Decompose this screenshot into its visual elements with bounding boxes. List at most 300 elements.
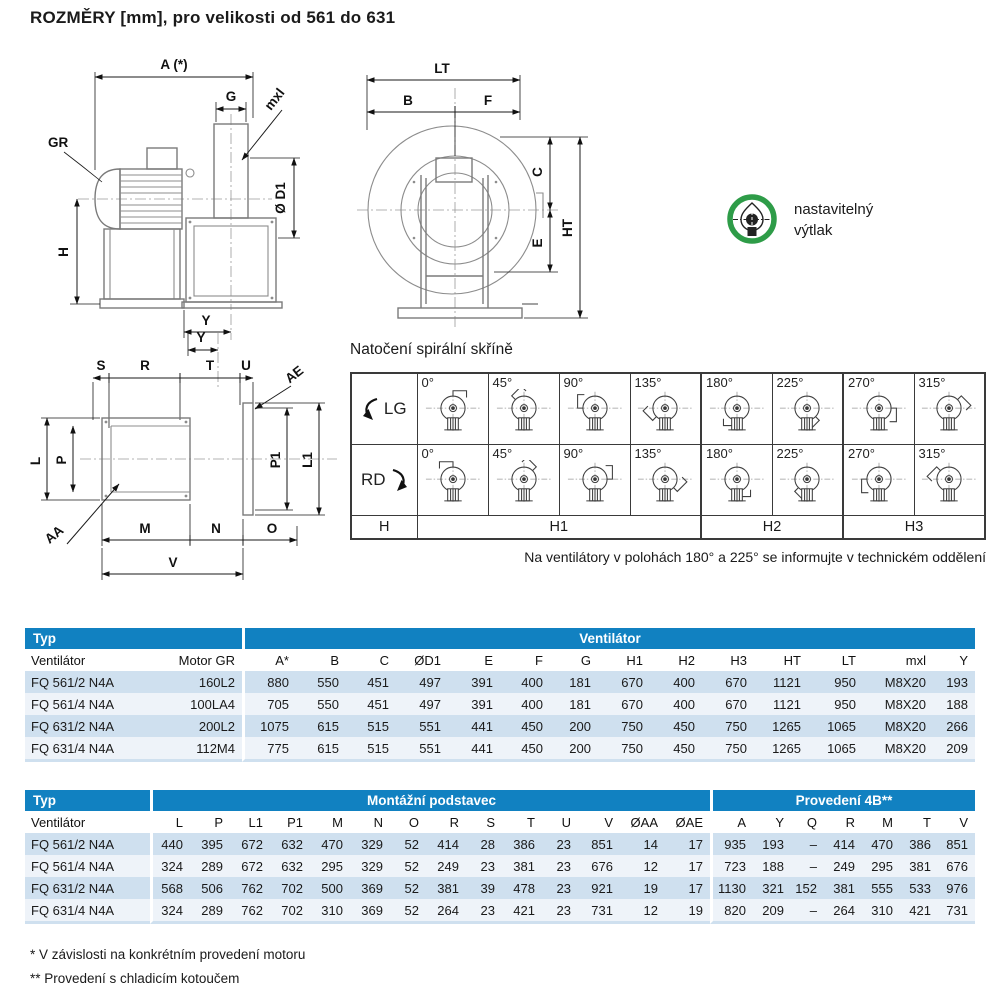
cw-arrow-icon xyxy=(388,467,408,493)
value-cell: 731 xyxy=(938,899,975,924)
value-cell: 310 xyxy=(862,899,900,924)
value-cell: 440 xyxy=(150,833,190,855)
rotation-cell-rd-270° xyxy=(843,445,914,516)
value-cell: 381 xyxy=(900,855,938,877)
value-cell: 421 xyxy=(900,899,938,924)
angle-label: 315° xyxy=(918,446,946,461)
angle-label: 180° xyxy=(706,375,733,390)
footnote-1: * V závislosti na konkrétním provedení motoru xyxy=(30,947,306,962)
fan-type-cell: FQ 631/2 N4A xyxy=(25,877,150,899)
table-row xyxy=(25,899,975,924)
value-cell: 851 xyxy=(578,833,620,855)
value-cell: 497 xyxy=(396,693,448,715)
value-cell: 381 xyxy=(502,855,542,877)
rotation-cell-lg-0° xyxy=(417,373,488,445)
value-cell: 880 xyxy=(242,671,296,693)
fan-orientation-icon xyxy=(920,460,978,506)
dim-label-l: L xyxy=(28,456,43,466)
value-cell: 369 xyxy=(350,877,390,899)
value-cell: 181 xyxy=(550,671,598,693)
value-cell: 632 xyxy=(270,855,310,877)
value-cell: 23 xyxy=(542,877,578,899)
rotation-cell-rd-315° xyxy=(914,445,985,516)
value-cell: 441 xyxy=(448,715,500,737)
column-header: U xyxy=(542,811,578,833)
value-cell: 478 xyxy=(502,877,542,899)
column-header: Motor GR xyxy=(160,649,242,671)
value-cell: 23 xyxy=(542,833,578,855)
value-cell: 52 xyxy=(390,833,426,855)
value-cell: 450 xyxy=(650,737,702,762)
value-cell: 12 xyxy=(620,899,665,924)
value-cell: 500 xyxy=(310,877,350,899)
value-cell: 14 xyxy=(620,833,665,855)
value-cell: 200 xyxy=(550,715,598,737)
height-class-h2: H2 xyxy=(701,516,843,540)
adjustable-outlet-badge xyxy=(724,192,873,248)
rotation-note: Na ventilátory v polohách 180° a 225° se informujte v technickém oddělení xyxy=(524,549,986,565)
column-header: ØAA xyxy=(620,811,665,833)
value-cell: – xyxy=(791,855,824,877)
value-cell: 935 xyxy=(710,833,753,855)
value-cell: 450 xyxy=(500,715,550,737)
dim-label-g: G xyxy=(225,89,237,104)
value-cell: 193 xyxy=(933,671,975,693)
fan-type-cell: FQ 631/4 N4A xyxy=(25,737,160,762)
value-cell: 152 xyxy=(791,877,824,899)
fan-orientation-icon xyxy=(708,460,766,506)
column-header: N xyxy=(350,811,390,833)
rotation-cell-lg-135° xyxy=(630,373,701,445)
value-cell: 28 xyxy=(466,833,502,855)
table-row xyxy=(25,693,975,715)
value-cell: 670 xyxy=(702,693,754,715)
value-cell: 750 xyxy=(702,715,754,737)
dim-label-o: O xyxy=(266,521,278,536)
value-cell: 193 xyxy=(753,833,791,855)
column-header: Ventilátor xyxy=(25,811,150,833)
fan-type-cell: FQ 561/4 N4A xyxy=(25,693,160,715)
dim-label-h: H xyxy=(56,247,71,257)
rotation-cell-rd-45° xyxy=(488,445,559,516)
value-cell: 209 xyxy=(933,737,975,762)
table-row xyxy=(25,833,975,855)
angle-label: 45° xyxy=(492,446,513,461)
column-header: H1 xyxy=(598,649,650,671)
fan-orientation-icon xyxy=(708,389,766,435)
value-cell: 676 xyxy=(578,855,620,877)
angle-label: 0° xyxy=(421,446,434,461)
column-header: S xyxy=(466,811,502,833)
rotation-row-rd xyxy=(351,445,985,516)
table-row xyxy=(25,737,975,762)
value-cell: 209 xyxy=(753,899,791,924)
value-cell: 414 xyxy=(824,833,862,855)
value-cell: 451 xyxy=(346,693,396,715)
column-header: O xyxy=(390,811,426,833)
ccw-arrow-icon xyxy=(362,396,382,422)
value-cell: 23 xyxy=(542,899,578,924)
value-cell: 950 xyxy=(808,693,863,715)
value-cell: 381 xyxy=(824,877,862,899)
value-cell: 1130 xyxy=(710,877,753,899)
value-cell: 17 xyxy=(665,855,710,877)
rotation-direction-label: RD xyxy=(360,470,386,489)
value-cell: 400 xyxy=(650,671,702,693)
group-header-mont-n-podstavec: Montážní podstavec xyxy=(150,790,710,811)
value-cell: 19 xyxy=(620,877,665,899)
dim-label-r: R xyxy=(140,358,150,373)
value-cell: 568 xyxy=(150,877,190,899)
value-cell: 976 xyxy=(938,877,975,899)
adjustable-outlet-label xyxy=(794,199,873,241)
value-cell: 324 xyxy=(150,855,190,877)
value-cell: 295 xyxy=(310,855,350,877)
value-cell: 289 xyxy=(190,855,230,877)
value-cell: 1121 xyxy=(754,693,808,715)
value-cell: 400 xyxy=(650,693,702,715)
dim-label-s: S xyxy=(96,358,106,373)
value-cell: 266 xyxy=(933,715,975,737)
value-cell: 100LA4 xyxy=(160,693,242,715)
value-cell: 264 xyxy=(426,899,466,924)
fan-orientation-icon xyxy=(636,389,694,435)
column-header: P xyxy=(190,811,230,833)
value-cell: 533 xyxy=(900,877,938,899)
column-header: G xyxy=(550,649,598,671)
column-header: F xyxy=(500,649,550,671)
fan-orientation-icon xyxy=(424,460,482,506)
angle-label: 135° xyxy=(634,446,662,461)
value-cell: 369 xyxy=(350,899,390,924)
table-row xyxy=(25,855,975,877)
group-header-typ: Typ xyxy=(25,628,242,649)
angle-label: 225° xyxy=(776,375,804,390)
column-header: M xyxy=(310,811,350,833)
value-cell: 750 xyxy=(598,737,650,762)
angle-label: 135° xyxy=(634,375,662,390)
rotation-cell-rd-225° xyxy=(772,445,843,516)
dim-label-d1: Ø D1 xyxy=(273,182,288,214)
value-cell: 515 xyxy=(346,715,396,737)
value-cell: 670 xyxy=(702,671,754,693)
value-cell: 321 xyxy=(753,877,791,899)
fan-orientation-icon xyxy=(778,460,836,506)
value-cell: 676 xyxy=(938,855,975,877)
value-cell: 19 xyxy=(665,899,710,924)
value-cell: 705 xyxy=(242,693,296,715)
dim-label-n: N xyxy=(211,521,221,536)
dim-label-gr: GR xyxy=(48,135,69,150)
rotation-row-lg xyxy=(351,373,985,445)
column-header: M xyxy=(862,811,900,833)
value-cell: 470 xyxy=(862,833,900,855)
fan-orientation-icon xyxy=(850,389,908,435)
value-cell: 386 xyxy=(502,833,542,855)
angle-label: 315° xyxy=(918,375,946,390)
dim-label-y-base: Y xyxy=(196,330,206,345)
column-header: R xyxy=(824,811,862,833)
fan-type-cell: FQ 631/4 N4A xyxy=(25,899,150,924)
value-cell: 295 xyxy=(862,855,900,877)
angle-label: 90° xyxy=(563,375,584,390)
rotation-cell-rd-90° xyxy=(559,445,630,516)
rotation-direction-label: LG xyxy=(383,399,407,418)
value-cell: 1075 xyxy=(242,715,296,737)
angle-label: 180° xyxy=(706,446,733,461)
column-header: A xyxy=(710,811,753,833)
value-cell: 702 xyxy=(270,877,310,899)
column-header: B xyxy=(296,649,346,671)
fan-orientation-icon xyxy=(636,460,694,506)
value-cell: 1265 xyxy=(754,737,808,762)
rotation-direction-cell-lg xyxy=(351,373,417,445)
column-header: V xyxy=(578,811,620,833)
value-cell: 391 xyxy=(448,671,500,693)
fan-type-cell: FQ 561/4 N4A xyxy=(25,855,150,877)
table-row xyxy=(25,671,975,693)
value-cell: 1065 xyxy=(808,715,863,737)
value-cell: 400 xyxy=(500,671,550,693)
value-cell: 470 xyxy=(310,833,350,855)
table-row xyxy=(25,877,975,899)
dim-label-ae: AE xyxy=(282,362,307,387)
column-header: T xyxy=(900,811,938,833)
column-header: V xyxy=(938,811,975,833)
column-header: R xyxy=(426,811,466,833)
value-cell: 820 xyxy=(710,899,753,924)
value-cell: 670 xyxy=(598,693,650,715)
badge-line1: nastavitelný xyxy=(794,201,874,218)
value-cell: 329 xyxy=(350,855,390,877)
column-header: HT xyxy=(754,649,808,671)
fan-orientation-icon xyxy=(778,389,836,435)
value-cell: 851 xyxy=(938,833,975,855)
footnotes xyxy=(30,943,305,990)
angle-label: 270° xyxy=(848,446,875,461)
value-cell: 702 xyxy=(270,899,310,924)
value-cell: 497 xyxy=(396,671,448,693)
value-cell: 386 xyxy=(900,833,938,855)
page-title: ROZMĚRY [mm], pro velikosti od 561 do 631 xyxy=(30,8,396,27)
value-cell: 400 xyxy=(500,693,550,715)
footnote-2: ** Provedení s chladicím kotoučem xyxy=(30,970,240,986)
dim-label-e: E xyxy=(530,238,545,248)
value-cell: 264 xyxy=(824,899,862,924)
value-cell: 723 xyxy=(710,855,753,877)
table-row xyxy=(25,715,975,737)
column-header: ØAE xyxy=(665,811,710,833)
dim-label-mxl: mxl xyxy=(261,85,288,114)
value-cell: 550 xyxy=(296,671,346,693)
angle-label: 0° xyxy=(421,375,434,390)
dim-label-u: U xyxy=(241,358,251,373)
dim-label-p: P xyxy=(54,455,69,465)
value-cell: 414 xyxy=(426,833,466,855)
value-cell: M8X20 xyxy=(863,671,933,693)
value-cell: 52 xyxy=(390,899,426,924)
value-cell: 249 xyxy=(824,855,862,877)
value-cell: 450 xyxy=(500,737,550,762)
value-cell: 731 xyxy=(578,899,620,924)
fan-type-cell: FQ 631/2 N4A xyxy=(25,715,160,737)
value-cell: 188 xyxy=(933,693,975,715)
dim-label-f: F xyxy=(483,93,493,108)
badge-line2: výtlak xyxy=(794,222,833,239)
rotation-cell-lg-45° xyxy=(488,373,559,445)
value-cell: 775 xyxy=(242,737,296,762)
rotation-cell-lg-270° xyxy=(843,373,914,445)
value-cell: 381 xyxy=(426,877,466,899)
value-cell: 1121 xyxy=(754,671,808,693)
value-cell: 551 xyxy=(396,715,448,737)
value-cell: 762 xyxy=(230,877,270,899)
side-view-drawing xyxy=(20,52,338,344)
fan-orientation-icon xyxy=(920,389,978,435)
value-cell: 1065 xyxy=(808,737,863,762)
value-cell: 515 xyxy=(346,737,396,762)
value-cell: 762 xyxy=(230,899,270,924)
rotation-cell-lg-225° xyxy=(772,373,843,445)
height-class-h1: H1 xyxy=(417,516,701,540)
dim-label-aa: AA xyxy=(41,522,67,547)
value-cell: 188 xyxy=(753,855,791,877)
column-header: H3 xyxy=(702,649,754,671)
value-cell: 615 xyxy=(296,715,346,737)
group-header-ventil-tor: Ventilátor xyxy=(242,628,975,649)
column-header: L xyxy=(150,811,190,833)
rotation-direction-cell-rd xyxy=(351,445,417,516)
column-header: Y xyxy=(933,649,975,671)
value-cell: 329 xyxy=(350,833,390,855)
dim-label-y-side: Y xyxy=(201,313,211,328)
dim-label-p1: P1 xyxy=(268,451,283,469)
value-cell: 23 xyxy=(542,855,578,877)
value-cell: 310 xyxy=(310,899,350,924)
value-cell: 112M4 xyxy=(160,737,242,762)
value-cell: 200 xyxy=(550,737,598,762)
value-cell: 160L2 xyxy=(160,671,242,693)
value-cell: 39 xyxy=(466,877,502,899)
value-cell: 615 xyxy=(296,737,346,762)
rotation-footer-row xyxy=(351,516,985,540)
value-cell: 450 xyxy=(650,715,702,737)
value-cell: – xyxy=(791,899,824,924)
fan-type-cell: FQ 561/2 N4A xyxy=(25,671,160,693)
column-header: P1 xyxy=(270,811,310,833)
value-cell: 52 xyxy=(390,855,426,877)
height-class-h3: H3 xyxy=(843,516,985,540)
value-cell: 555 xyxy=(862,877,900,899)
value-cell: 17 xyxy=(665,833,710,855)
angle-label: 270° xyxy=(848,375,875,390)
fan-orientation-icon xyxy=(566,460,624,506)
value-cell: 506 xyxy=(190,877,230,899)
value-cell: 672 xyxy=(230,833,270,855)
value-cell: 421 xyxy=(502,899,542,924)
height-class-h: H xyxy=(351,516,417,540)
dimensions-table-podstavec xyxy=(25,790,975,924)
value-cell: 551 xyxy=(396,737,448,762)
column-header: A* xyxy=(242,649,296,671)
fan-orientation-icon xyxy=(566,389,624,435)
value-cell: M8X20 xyxy=(863,715,933,737)
value-cell: 12 xyxy=(620,855,665,877)
value-cell: 324 xyxy=(150,899,190,924)
value-cell: M8X20 xyxy=(863,737,933,762)
value-cell: 441 xyxy=(448,737,500,762)
value-cell: 181 xyxy=(550,693,598,715)
rotation-cell-rd-180° xyxy=(701,445,772,516)
value-cell: 672 xyxy=(230,855,270,877)
fan-orientation-icon xyxy=(495,389,553,435)
group-header-proveden-4b-: Provedení 4B** xyxy=(710,790,975,811)
value-cell: 391 xyxy=(448,693,500,715)
value-cell: 921 xyxy=(578,877,620,899)
dim-label-c: C xyxy=(530,167,545,177)
dim-label-lt: LT xyxy=(434,61,450,76)
column-header: ØD1 xyxy=(396,649,448,671)
dim-label-v: V xyxy=(168,555,178,570)
rotation-cell-rd-0° xyxy=(417,445,488,516)
dim-label-l1: L1 xyxy=(300,452,315,468)
dim-label-ht: HT xyxy=(560,219,575,237)
rotation-cell-lg-90° xyxy=(559,373,630,445)
dim-label-t: T xyxy=(205,358,215,373)
rotation-cell-lg-315° xyxy=(914,373,985,445)
rotation-cell-lg-180° xyxy=(701,373,772,445)
value-cell: 750 xyxy=(702,737,754,762)
value-cell: 17 xyxy=(665,877,710,899)
column-header: mxl xyxy=(863,649,933,671)
value-cell: 23 xyxy=(466,899,502,924)
column-header: Ventilátor xyxy=(25,649,160,671)
value-cell: M8X20 xyxy=(863,693,933,715)
column-header: E xyxy=(448,649,500,671)
dimensions-table-ventilator xyxy=(25,628,975,762)
column-header: Q xyxy=(791,811,824,833)
value-cell: 289 xyxy=(190,899,230,924)
value-cell: 750 xyxy=(598,715,650,737)
value-cell: 395 xyxy=(190,833,230,855)
column-header: LT xyxy=(808,649,863,671)
fan-orientation-icon xyxy=(424,389,482,435)
value-cell: 451 xyxy=(346,671,396,693)
dim-label-a: A (*) xyxy=(160,57,188,72)
rotation-cell-rd-135° xyxy=(630,445,701,516)
value-cell: 249 xyxy=(426,855,466,877)
value-cell: – xyxy=(791,833,824,855)
column-header: T xyxy=(502,811,542,833)
value-cell: 950 xyxy=(808,671,863,693)
value-cell: 23 xyxy=(466,855,502,877)
adjustable-outlet-icon xyxy=(724,192,780,248)
fan-orientation-icon xyxy=(495,460,553,506)
value-cell: 550 xyxy=(296,693,346,715)
fan-orientation-icon xyxy=(850,460,908,506)
base-view-drawing xyxy=(25,330,347,602)
value-cell: 52 xyxy=(390,877,426,899)
fan-type-cell: FQ 561/2 N4A xyxy=(25,833,150,855)
column-header: C xyxy=(346,649,396,671)
dim-label-m: M xyxy=(139,521,151,536)
front-view-drawing xyxy=(342,60,620,338)
value-cell: 200L2 xyxy=(160,715,242,737)
dim-label-b: B xyxy=(403,93,413,108)
rotation-table xyxy=(350,372,986,540)
angle-label: 225° xyxy=(776,446,804,461)
angle-label: 90° xyxy=(563,446,584,461)
